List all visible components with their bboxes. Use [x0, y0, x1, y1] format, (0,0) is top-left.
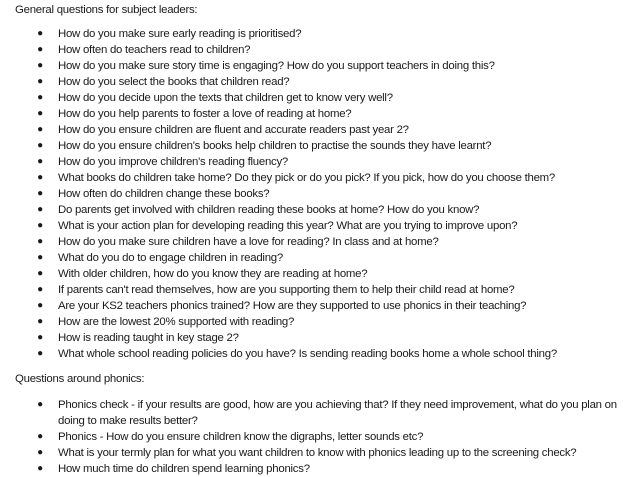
list-item: ● What is your action plan for developing reading this year? What are you trying to improve upon? [0, 218, 623, 234]
bullet-icon: ● [37, 76, 43, 87]
list-item: ● What do you do to engage children in reading? [0, 250, 623, 266]
list-item: ● Are your KS2 teachers phonics trained? How are they supported to use phonics in their teaching? [0, 298, 623, 314]
list-item: ● Do parents get involved with children reading these books at home? How do you know? [0, 202, 623, 218]
list-item: ● How much time do children spend learning phonics? [0, 461, 623, 477]
list-item: ● If parents can't read themselves, how are you supporting them to help their child read at home? [0, 282, 623, 298]
bullet-icon: ● [37, 108, 43, 119]
list-item: ● How do you ensure children's books help children to practise the sounds they have learnt? [0, 138, 623, 154]
bullet-icon: ● [37, 44, 43, 55]
list-item: ● With older children, how do you know they are reading at home? [0, 266, 623, 282]
list-item: ● How do you help parents to foster a love of reading at home? [0, 106, 623, 122]
bullet-icon: ● [37, 463, 43, 474]
bullet-icon: ● [37, 447, 43, 458]
list-item: ● What books do children take home? Do they pick or do you pick? If you pick, how do you choose them? [0, 170, 623, 186]
list-item: ● What whole school reading policies do you have? Is sending reading books home a whole school thing? [0, 346, 623, 362]
list-item: ● How do you select the books that children read? [0, 74, 623, 90]
bullet-icon: ● [37, 188, 43, 199]
bullet-icon: ● [37, 28, 43, 39]
bullet-icon: ● [37, 204, 43, 215]
list-item: ● How do you make sure children have a love for reading? In class and at home? [0, 234, 623, 250]
list-item: ● Phonics check - if your results are good, how are you achieving that? If they need improvement, what do you plan on doing to make results better? [0, 397, 623, 429]
list-item: ● How are the lowest 20% supported with reading? [0, 314, 623, 330]
section-heading-general: General questions for subject leaders: [15, 4, 198, 16]
list-item: ● How do you make sure early reading is prioritised? [0, 26, 623, 42]
bullet-icon: ● [37, 431, 43, 442]
bullet-icon: ● [37, 236, 43, 247]
phonics-questions-list [0, 397, 623, 477]
list-item: ● How often do teachers read to children? [0, 42, 623, 58]
list-item: ● How do you improve children's reading fluency? [0, 154, 623, 170]
list-item: ● What is your termly plan for what you want children to know with phonics leading up to the screening check? [0, 445, 623, 461]
bullet-icon: ● [37, 92, 43, 103]
bullet-icon: ● [37, 60, 43, 71]
bullet-icon: ● [37, 399, 43, 410]
bullet-icon: ● [37, 124, 43, 135]
bullet-icon: ● [37, 220, 43, 231]
bullet-icon: ● [37, 300, 43, 311]
list-item: ● How often do children change these books? [0, 186, 623, 202]
bullet-icon: ● [37, 284, 43, 295]
bullet-icon: ● [37, 316, 43, 327]
section-heading-phonics: Questions around phonics: [15, 373, 145, 385]
bullet-icon: ● [37, 252, 43, 263]
list-item: ● Phonics - How do you ensure children know the digraphs, letter sounds etc? [0, 429, 623, 445]
list-item: ● How do you decide upon the texts that children get to know very well? [0, 90, 623, 106]
bullet-icon: ● [37, 268, 43, 279]
bullet-icon: ● [37, 172, 43, 183]
general-questions-list [0, 26, 623, 362]
bullet-icon: ● [37, 332, 43, 343]
list-item: ● How do you ensure children are fluent and accurate readers past year 2? [0, 122, 623, 138]
list-item: ● How do you make sure story time is engaging? How do you support teachers in doing this? [0, 58, 623, 74]
bullet-icon: ● [37, 348, 43, 359]
bullet-icon: ● [37, 156, 43, 167]
list-item: ● How is reading taught in key stage 2? [0, 330, 623, 346]
bullet-icon: ● [37, 140, 43, 151]
